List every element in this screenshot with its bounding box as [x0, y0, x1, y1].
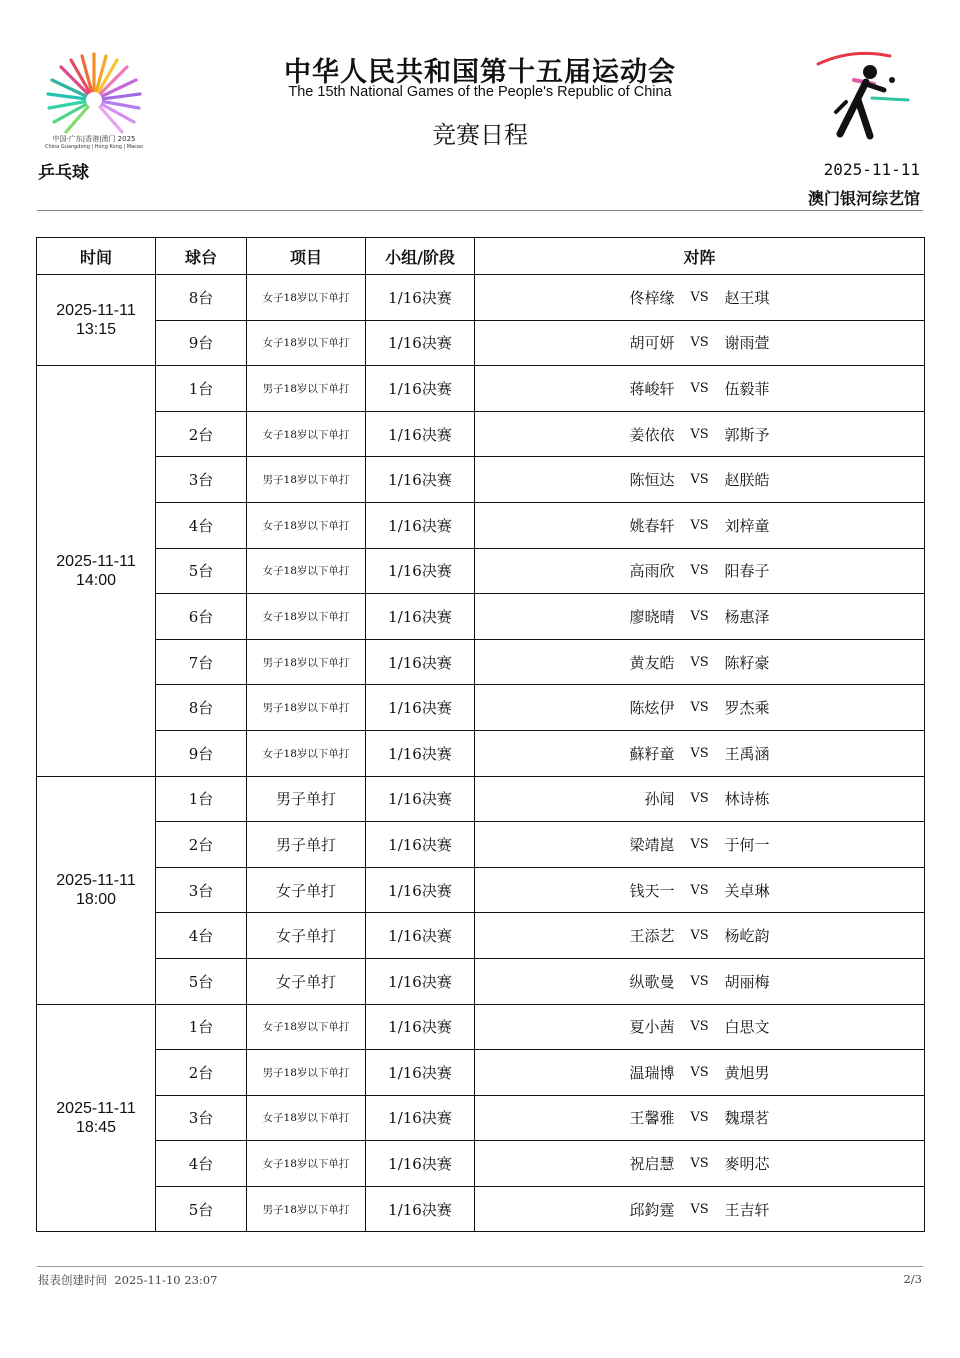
vs-label: VS [690, 745, 709, 761]
page-title: 中华人民共和国第十五届运动会 [284, 57, 676, 88]
session-time [37, 776, 156, 1004]
matchup-line [475, 925, 924, 946]
event-name: 男子单打 [247, 822, 366, 868]
event-name: 男子18岁以下单打 [247, 366, 366, 412]
matchup-line [475, 834, 924, 855]
vs-label: VS [690, 563, 709, 579]
player-two: 麥明芯 [724, 1155, 770, 1174]
table-row [37, 639, 925, 685]
player-two: 黄旭男 [724, 1063, 770, 1082]
event-name: 女子18岁以下单打 [247, 320, 366, 366]
event-name: 男子18岁以下单打 [247, 685, 366, 731]
player-two: 白思文 [724, 1018, 770, 1037]
session-clock: 14:00 [75, 571, 117, 589]
session-time [37, 275, 156, 366]
stage-name: 1/16决赛 [366, 548, 475, 594]
event-name: 男子18岁以下单打 [247, 457, 366, 503]
matchup-line [475, 1016, 924, 1037]
event-name: 男子18岁以下单打 [247, 1050, 366, 1096]
stage-name: 1/16决赛 [366, 594, 475, 640]
table-row [37, 366, 925, 412]
table-row [37, 411, 925, 457]
header-table-no: 球台 [156, 238, 247, 275]
matchup [475, 1095, 925, 1141]
table-header-row [37, 238, 925, 275]
player-one: 梁靖崑 [629, 835, 675, 854]
page-number: 2/3 [903, 1272, 922, 1286]
emblem-caption-line1: 中国·广东|香港|澳门 2025 [52, 135, 136, 143]
player-one: 佟梓缘 [629, 288, 675, 307]
table-number: 2台 [156, 411, 247, 457]
player-two: 罗杰乘 [724, 699, 770, 718]
table-number: 4台 [156, 502, 247, 548]
player-one: 胡可妍 [629, 334, 675, 353]
matchup [475, 639, 925, 685]
player-two: 王禹涵 [724, 744, 770, 763]
player-one: 高雨欣 [629, 562, 675, 581]
table-row [37, 502, 925, 548]
player-two: 赵朕皓 [724, 471, 770, 490]
player-two: 阳春子 [724, 562, 770, 581]
table-number: 1台 [156, 776, 247, 822]
vs-label: VS [690, 517, 709, 533]
header-divider [37, 210, 923, 211]
matchup [475, 958, 925, 1004]
session-date: 2025-11-11 [56, 302, 136, 320]
player-one: 孙闻 [644, 790, 675, 809]
player-two: 关卓琳 [724, 881, 770, 900]
stage-name: 1/16决赛 [366, 958, 475, 1004]
player-one: 陈炫伊 [629, 699, 675, 718]
matchup [475, 275, 925, 321]
matchup-line [475, 332, 924, 353]
footer-divider [37, 1266, 923, 1267]
stage-name: 1/16决赛 [366, 639, 475, 685]
event-name: 女子单打 [247, 958, 366, 1004]
vs-label: VS [690, 928, 709, 944]
matchup [475, 594, 925, 640]
table-row [37, 1004, 925, 1050]
matchup-line [475, 515, 924, 536]
player-two: 赵王琪 [724, 288, 770, 307]
table-number: 8台 [156, 685, 247, 731]
matchup [475, 867, 925, 913]
table-row [37, 548, 925, 594]
table-row [37, 457, 925, 503]
table-row [37, 730, 925, 776]
session-clock: 18:45 [75, 1118, 117, 1136]
matchup [475, 366, 925, 412]
stage-name: 1/16决赛 [366, 320, 475, 366]
stage-name: 1/16决赛 [366, 1095, 475, 1141]
session-clock: 13:15 [75, 321, 117, 339]
matchup [475, 502, 925, 548]
report-created [38, 1272, 217, 1288]
player-one: 纵歌曼 [629, 972, 675, 991]
vs-label: VS [690, 1156, 709, 1172]
page-title-english: The 15th National Games of the People's Republic of China [288, 84, 672, 100]
stage-name: 1/16决赛 [366, 685, 475, 731]
stage-name: 1/16决赛 [366, 1186, 475, 1232]
event-name: 女子18岁以下单打 [247, 730, 366, 776]
event-name: 男子18岁以下单打 [247, 1186, 366, 1232]
stage-name: 1/16决赛 [366, 1004, 475, 1050]
session-date: 2025-11-11 [56, 552, 136, 570]
stage-name: 1/16决赛 [366, 275, 475, 321]
event-name: 女子18岁以下单打 [247, 275, 366, 321]
table-row [37, 594, 925, 640]
event-name: 男子18岁以下单打 [247, 639, 366, 685]
matchup-line [475, 1107, 924, 1128]
stage-name: 1/16决赛 [366, 867, 475, 913]
vs-label: VS [690, 426, 709, 442]
table-number: 6台 [156, 594, 247, 640]
matchup-line [475, 560, 924, 581]
event-name: 女子18岁以下单打 [247, 548, 366, 594]
player-two: 杨惠泽 [724, 607, 770, 626]
table-number: 3台 [156, 457, 247, 503]
matchup [475, 776, 925, 822]
matchup [475, 1186, 925, 1232]
player-one: 廖晓晴 [629, 607, 675, 626]
table-number: 2台 [156, 1050, 247, 1096]
player-one: 王添艺 [629, 927, 675, 946]
report-created-label: 报表创建时间 [38, 1273, 107, 1287]
table-number: 1台 [156, 1004, 247, 1050]
matchup-line [475, 1199, 924, 1220]
matchup [475, 1141, 925, 1187]
player-one: 祝启慧 [629, 1155, 675, 1174]
stage-name: 1/16决赛 [366, 366, 475, 412]
vs-label: VS [690, 791, 709, 807]
table-number: 4台 [156, 913, 247, 959]
table-row [37, 1050, 925, 1096]
player-two: 胡丽梅 [724, 972, 770, 991]
matchup-line [475, 424, 924, 445]
matchup-line [475, 1062, 924, 1083]
table-number: 1台 [156, 366, 247, 412]
table-row [37, 913, 925, 959]
matchup-line [475, 697, 924, 718]
table-row [37, 1095, 925, 1141]
player-one: 王馨雅 [629, 1109, 675, 1128]
schedule-body [37, 275, 925, 1232]
matchup-line [475, 469, 924, 490]
table-row [37, 822, 925, 868]
player-one: 黄友皓 [629, 653, 675, 672]
event-name: 女子18岁以下单打 [247, 1095, 366, 1141]
venue-name: 澳门银河综艺馆 [807, 189, 920, 208]
event-name: 女子单打 [247, 867, 366, 913]
stage-name: 1/16决赛 [366, 776, 475, 822]
event-name: 女子18岁以下单打 [247, 411, 366, 457]
vs-label: VS [690, 289, 709, 305]
matchup-line [475, 788, 924, 809]
player-one: 蒋峻轩 [629, 379, 675, 398]
table-number: 5台 [156, 958, 247, 1004]
table-number: 2台 [156, 822, 247, 868]
table-number: 8台 [156, 275, 247, 321]
table-tennis-pictogram-icon [812, 50, 912, 140]
event-name: 女子18岁以下单打 [247, 594, 366, 640]
matchup [475, 457, 925, 503]
session-date: 2025-11-11 [56, 1099, 136, 1117]
table-number: 3台 [156, 867, 247, 913]
session-time [37, 1004, 156, 1232]
matchup [475, 320, 925, 366]
matchup-line [475, 378, 924, 399]
matchup-line [475, 743, 924, 764]
stage-name: 1/16决赛 [366, 730, 475, 776]
stage-name: 1/16决赛 [366, 502, 475, 548]
player-two: 杨屹韵 [724, 927, 770, 946]
stage-name: 1/16决赛 [366, 1050, 475, 1096]
player-one: 邱鈞霆 [629, 1200, 675, 1219]
matchup [475, 548, 925, 594]
event-name: 女子18岁以下单打 [247, 1004, 366, 1050]
matchup-line [475, 880, 924, 901]
vs-label: VS [690, 654, 709, 670]
session-date: 2025-11-11 [56, 872, 136, 890]
session-time [37, 366, 156, 776]
vs-label: VS [690, 700, 709, 716]
matchup [475, 913, 925, 959]
schedule-table [36, 237, 925, 1232]
stage-name: 1/16决赛 [366, 913, 475, 959]
table-number: 5台 [156, 548, 247, 594]
sport-name: 乒乓球 [38, 163, 89, 183]
vs-label: VS [690, 380, 709, 396]
table-number: 9台 [156, 320, 247, 366]
player-one: 蘇籽童 [629, 744, 675, 763]
matchup [475, 1004, 925, 1050]
vs-label: VS [690, 335, 709, 351]
table-row [37, 685, 925, 731]
table-row [37, 275, 925, 321]
table-row [37, 958, 925, 1004]
player-two: 林诗栋 [724, 790, 770, 809]
header-matchup: 对阵 [475, 238, 925, 275]
vs-label: VS [690, 882, 709, 898]
player-one: 姜依依 [629, 425, 675, 444]
matchup-line [475, 971, 924, 992]
player-two: 谢雨萱 [724, 334, 770, 353]
matchup [475, 411, 925, 457]
event-name: 女子单打 [247, 913, 366, 959]
player-one: 夏小茜 [629, 1018, 675, 1037]
vs-label: VS [690, 1064, 709, 1080]
page-subtitle: 竞赛日程 [432, 121, 528, 149]
matchup [475, 730, 925, 776]
schedule-date: 2025-11-11 [823, 160, 920, 179]
player-two: 刘梓童 [724, 516, 770, 535]
stage-name: 1/16决赛 [366, 411, 475, 457]
player-two: 郭斯予 [724, 425, 770, 444]
player-two: 伍毅菲 [724, 379, 770, 398]
player-one: 陈恒达 [629, 471, 675, 490]
vs-label: VS [690, 472, 709, 488]
player-one: 温瑞博 [629, 1063, 675, 1082]
event-name: 女子18岁以下单打 [247, 1141, 366, 1187]
event-name: 女子18岁以下单打 [247, 502, 366, 548]
vs-label: VS [690, 1110, 709, 1126]
matchup-line [475, 1153, 924, 1174]
player-one: 钱天一 [629, 881, 675, 900]
table-number: 4台 [156, 1141, 247, 1187]
table-row [37, 776, 925, 822]
table-number: 9台 [156, 730, 247, 776]
matchup [475, 685, 925, 731]
vs-label: VS [690, 973, 709, 989]
report-created-value: 2025-11-10 23:07 [114, 1273, 218, 1287]
stage-name: 1/16决赛 [366, 1141, 475, 1187]
player-two: 陈籽豪 [724, 653, 770, 672]
player-two: 魏璟茗 [724, 1109, 770, 1128]
player-one: 姚春轩 [629, 516, 675, 535]
player-two: 王吉轩 [724, 1200, 770, 1219]
vs-label: VS [690, 1019, 709, 1035]
table-row [37, 867, 925, 913]
emblem-caption-line2: China Guangdong | Hong Kong | Macao [44, 144, 144, 150]
event-name: 男子单打 [247, 776, 366, 822]
header-stage: 小组/阶段 [366, 238, 475, 275]
matchup [475, 1050, 925, 1096]
table-number: 5台 [156, 1186, 247, 1232]
vs-label: VS [690, 836, 709, 852]
table-number: 7台 [156, 639, 247, 685]
table-row [37, 1141, 925, 1187]
table-row [37, 320, 925, 366]
table-number: 3台 [156, 1095, 247, 1141]
table-row [37, 1186, 925, 1232]
matchup-line [475, 652, 924, 673]
vs-label: VS [690, 608, 709, 624]
session-clock: 18:00 [75, 891, 117, 909]
header-event: 项目 [247, 238, 366, 275]
vs-label: VS [690, 1201, 709, 1217]
player-two: 于何一 [724, 835, 770, 854]
page-header [0, 0, 960, 215]
stage-name: 1/16决赛 [366, 822, 475, 868]
header-time: 时间 [37, 238, 156, 275]
stage-name: 1/16决赛 [366, 457, 475, 503]
matchup-line [475, 287, 924, 308]
matchup-line [475, 606, 924, 627]
matchup [475, 822, 925, 868]
